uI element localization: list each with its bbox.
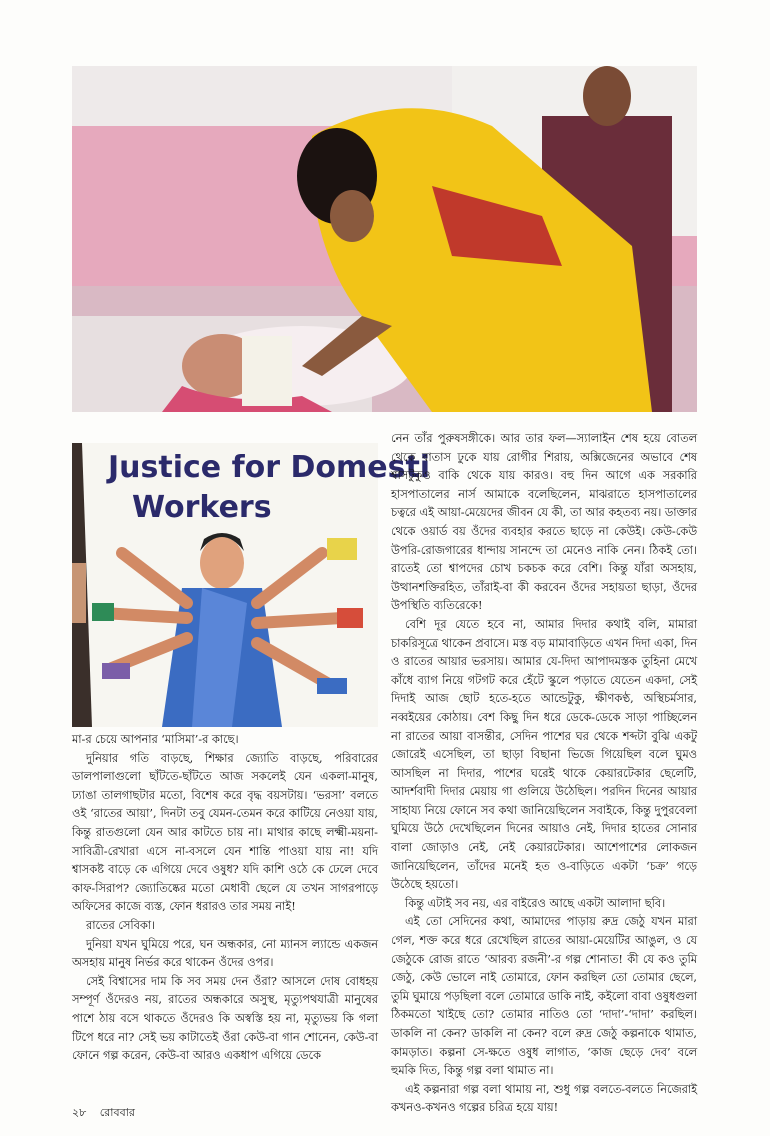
paragraph: রাতের সেবিকা।	[86, 918, 156, 932]
left-text-column	[72, 731, 378, 1066]
placard-line-1: Justice for Domesti	[108, 450, 431, 485]
magazine-name: রোববার	[99, 1106, 135, 1119]
photo-caregiver-bedside	[72, 66, 697, 412]
paragraph: নেন তাঁর পুরুষসঙ্গীকে। আর তার ফল—স্যালাইন শেষ হয়ে বোতল থেকে বাতাস ঢুকে যায় রোগীর শিরায়, অক্সিজেনের অভাবে শেষ শ্বাসটুকুও বাকি থেকে যায় কারও। বহু দিন আগে এক সরকারি হাসপাতালের নার্স আমাকে বলেছিলেন, মাঝরাতে হাসপাতালের চত্বরে এই আয়া-মেয়েদের জীবন যে কী, তা আর কহতব্য নয়। ডাক্তার থেকে ওয়ার্ড বয় ওঁদের ব্যবহার করতে ছাড়ে না কেউই। কেউ-কেউ উপরি-রোজগারের ধান্দায় সানন্দে তা মেনেও নাকি নেন। ঠিকই তো। রাতেই তো শ্বাপদের চোখ চকচক করে বেশি। কিন্তু যাঁরা অসহায়, উত্থানশক্তিরহিত, তাঁরাই-বা কী করবেন ওঁদের সহায়তা ছাড়া, ওঁদের উপস্থিতি ব্যতিরেকে!	[391, 432, 697, 613]
placard-photo	[72, 443, 431, 727]
paragraph: সেই বিশ্বাসের দাম কি সব সময় দেন ওঁরা? আসলে দোষ বোধহয় সম্পূর্ণ ওঁদেরও নয়, রাতের অন্ধকারে অসুস্থ, মৃত্যুপথযাত্রী মানুষের পাশে ঠায় বসে থাকতে ওঁদেরও কি অস্বস্তি হয় না, মৃত্যুভয় কি গলা টিপে ধরে না? সেই ভয় কাটাতেই ওঁরা কেউ-বা গান শোনেন, কেউ-বা ফোনে গল্প করেন, কেউ-বা আরও একধাপ এগিয়ে ডেকে	[72, 974, 378, 1063]
paragraph: বেশি দূর যেতে হবে না, আমার দিদার কথাই বলি, মামারা চাকরিসূত্রে থাকেন প্রবাসে। মস্ত বড় মামাবাড়িতে এখন দিদা একা, দিন ও রাতের আয়ার ভরসায়। আমার যে-দিদা আপাদমস্তক তুহিনা মেখে কাঁধে ব্যাগ নিয়ে গটগট করে হেঁটে স্কুলে পড়াতে যেতেন একদা, সেই দিদাই আজ ছোট হতে-হতে আন্ডেটুকু, ক্ষীণকণ্ঠ, অস্থিচর্মসার, নব্বইয়ের কোঠায়। বেশ কিছু দিন ধরে ডেকে-ডেকে সাড়া পাচ্ছিলেন না রাতের আয়া বাসন্তীর, সেদিন পাশের ঘর থেকে শব্দটা বুঝি একটু জোরেই এসেছিল, তা ছাড়া বিছানা ভিজে গিয়েছিল বলে ঘুমও আসছিল না দিদার, পাশের ঘরেই থাকে কেয়ারটেকার ছেলেটি, আদর্শবাদী দিদার মেয়ায় গা গুলিয়ে উঠেছিল। পরদিন দিনের আয়ার সাহায্য নিয়ে ফোনে সব কথা জানিয়েছিলেন সবাইকে, কিন্তু দুপুরবেলা ঘুমিয়ে উঠে দেখেছিলেন দিনের আয়াও নেই, দিদার হাতের সোনার বালা জোড়াও নেই, নেই কেয়ারটেকার। আশেপাশের লোকজন জানিয়েছিলেন, তাঁদের মনেই হত ও-বাড়িতে একটা ‘চক্র’ গড়ে উঠেছে হয়তো।	[391, 617, 697, 892]
right-text-column	[391, 430, 697, 1118]
paragraph: দুনিয়ার গতি বাড়ছে, শিক্ষার জ্যোতি বাড়ছে, পরিবারের ডালপালাগুলো ছাঁটতে-ছাঁটতে আজ সকলেই যেন একলা-মানুষ, ঢ্যাঙা তালগাছটার মতো, বিশেষ করে বৃদ্ধ বয়সটায়। ‘ভরসা’ বলতে ওই ‘রাতের আয়া’, দিনটা তবু যেমন-তেমন করে কাটিয়ে নেওয়া যায়, কিন্তু রাতগুলো যেন আর কাটতে চায় না। মাথার কাছে লক্ষ্মী-ময়না-সাবিত্রী-রেখারা এসে না-বসলে যেন শান্তি পাওয়া যায় না! যদি শ্বাসকষ্ট বাড়ে কে এগিয়ে দেবে ওষুধ? যদি কাশি ওঠে কে ঢেলে দেবে কাফ-সিরাপ? জ্যোতিষ্কের মতো মেধাবী ছেলে যে তখন সাগরপাড়ে অফিসের কাজে ব্যস্ত, ফোন ধরারও তার সময় নাই!	[72, 751, 378, 914]
paragraph: দুনিয়া যখন ঘুমিয়ে পরে, ঘন অন্ধকার, নো ম্যানস ল্যান্ডে একজন অসহায় মানুষ নির্ভর করে থাকেন ওঁদের ওপর।	[72, 937, 378, 970]
paragraph: মা-র চেয়ে আপনার ‘মাসিমা’-র কাছে।	[72, 733, 239, 746]
domestic-workers-placard	[72, 443, 431, 727]
page-footer	[72, 1104, 145, 1123]
paragraph: কিন্তু এটাই সব নয়, এর বাইরেও আছে একটা আলাদা ছবি।	[405, 896, 666, 910]
placard-line-2: Workers	[132, 490, 272, 525]
paragraph: এই কল্পনারা গল্প বলা থামায় না, শুধু গল্প বলতে-বলতে নিজেরাই কখনও-কখনও গল্পের চরিত্র হয়ে যায়!	[391, 1082, 697, 1115]
top-photo	[72, 66, 697, 412]
paragraph: এই তো সেদিনের কথা, আমাদের পাড়ায় রুদ্র জেঠু যখন মারা গেল, শক্ত করে ধরে রেখেছিল রাতের আয়া-মেয়েটির আঙুল, ও যে জেঠুকে রোজ রাতে ‘আরব্য রজনী’-র গল্প শোনাত! কী যে কও তুমি জেঠু, কেউ ভোলে নাই তোমারে, ফোন করছিল তো তোমার ছেলে, তুমি ঘুমায়ে পড়ছিলা বলে তোমারে ডাকি নাই, কইলো বাবা ওষুধগুলা ঠিকমতো খাইছে তো? তোমার নাতিও তো ‘দাদা’-‘দাদা’ করছিল। ডাকলি না কেন? ডাকলি না কেন? বলে রুদ্র জেঠু কল্পনাকে থামাত, কামড়াত। কল্পনা সে-ক্ষতে ওষুধ লাগাত, ‘কাজ ছেড়ে দেব’ বলে হুমকি দিত, কিন্তু গল্প বলা থামাত না।	[391, 915, 697, 1078]
page-number: ২৮	[72, 1106, 87, 1119]
